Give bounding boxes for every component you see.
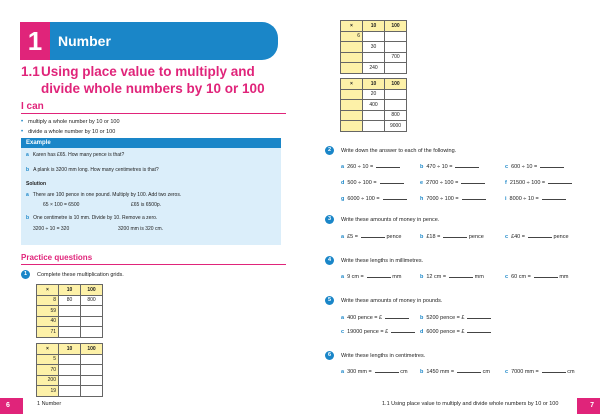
item-expression: 19000 pence = [347,329,384,335]
answer-item [420,367,490,376]
solution-label: Solution [26,181,46,187]
answer-blank[interactable] [542,367,566,373]
grid-header-cell: × [341,21,363,32]
ican-list [21,117,120,137]
item-expression: 60 cm = [511,274,531,280]
grid-row-label[interactable]: 6 [341,31,363,42]
grid-row-label[interactable] [341,110,363,121]
answer-item [505,194,566,203]
item-letter: b [420,234,424,240]
question-text: Complete these multiplication grids. [37,272,124,278]
answer-blank[interactable] [467,327,491,333]
answer-blank[interactable] [540,162,564,168]
section-title [21,63,291,97]
item-letter: i [505,196,507,202]
answer-blank[interactable] [542,194,566,200]
question-number: 3 [325,215,334,224]
item-letter: d [420,329,424,335]
grid-cell[interactable] [59,375,81,386]
multiplication-grid-1 [36,284,103,338]
item-letter: c [505,369,509,375]
grid-cell[interactable] [81,375,103,386]
grid-row-label[interactable] [341,52,363,63]
multiplication-grid-2 [36,343,103,397]
answer-blank[interactable] [457,367,481,373]
grid-header-cell: 10 [59,285,81,296]
item-letter: e [420,180,424,186]
answer-blank[interactable] [467,313,491,319]
practice-divider [21,264,286,265]
example-question-b [26,167,159,174]
answer-item [341,194,407,203]
item-letter: d [341,180,345,186]
practice-heading: Practice questions [21,253,93,262]
item-letter: b [420,369,424,375]
grid-header-cell: 100 [385,79,407,90]
item-letter: a [341,234,345,240]
item-letter: g [341,196,345,202]
grid-cell[interactable] [385,89,407,100]
item-expression: 260 ÷ 10 = [347,164,374,170]
question-number: 4 [325,256,334,265]
grid-row-label[interactable] [341,89,363,100]
footer-chapter-label: 1 Number [37,401,62,407]
grid-row-label: 59 [37,306,59,317]
item-expression: 8000 ÷ 10 = [509,196,539,202]
item-letter: a [341,164,345,170]
item-expression: 400 pence = [347,315,378,321]
answer-item [420,272,484,281]
grid-cell[interactable]: 80 [59,295,81,306]
example-question-a [26,152,124,159]
item-unit: £ [379,315,383,321]
answer-item [420,313,491,322]
solution-b [26,215,157,222]
answer-item [341,232,401,241]
page-number-right: 7 [577,398,600,414]
item-letter: a [341,274,345,280]
multiplication-grid-4 [340,78,407,132]
grid-cell[interactable] [59,316,81,327]
grid-cell[interactable] [59,354,81,365]
grid-cell[interactable]: 20 [363,89,385,100]
answer-item [341,178,404,187]
question-text: Write these amounts of money in pence. [341,217,440,223]
item-expression: £40 = [511,234,525,240]
grid-header-cell: 100 [81,285,103,296]
answer-item [420,194,486,203]
answer-item [420,232,484,241]
answer-blank[interactable] [380,178,404,184]
answer-item [505,367,575,376]
grid-row-label: 71 [37,327,59,338]
item-expression: 600 ÷ 10 = [511,164,538,170]
grid-row-label: 8 [37,295,59,306]
question-text: Write these lengths in centimetres. [341,353,426,359]
answer-blank[interactable] [528,232,552,238]
grid-cell[interactable]: 700 [385,52,407,63]
grid-row-label[interactable] [341,100,363,111]
grid-cell[interactable] [81,386,103,397]
item-unit: pence [386,234,402,240]
grid-cell[interactable] [81,327,103,338]
grid-row-label: 200 [37,375,59,386]
grid-cell[interactable] [363,31,385,42]
answer-blank[interactable] [361,232,385,238]
grid-cell[interactable] [385,31,407,42]
item-letter: a [341,369,345,375]
example-letter: b [26,167,30,173]
grid-cell[interactable]: 30 [363,42,385,53]
answer-blank[interactable] [449,272,473,278]
item-letter: c [505,234,509,240]
question-number: 1 [21,270,30,279]
example-text: There are 100 pence in one pound. Multiply by 100. Add two zeros. [32,192,182,198]
item-unit: cm [400,369,408,375]
example-text: A plank is 3200 mm long. How many centimetres is that? [33,167,159,173]
grid-cell[interactable] [385,100,407,111]
example-letter: a [26,192,29,198]
item-letter: b [420,274,424,280]
answer-blank[interactable] [461,178,485,184]
answer-item [420,162,479,171]
ican-divider [21,113,286,114]
grid-cell[interactable]: 800 [81,295,103,306]
multiplication-grid-3 [340,20,407,74]
chapter-number: 1 [27,26,43,56]
answer-item [420,327,491,336]
answer-blank[interactable] [443,232,467,238]
item-expression: 12 cm = [426,274,447,280]
example-letter: b [26,215,30,221]
answer-item [505,162,564,171]
example-text: One centimetre is 10 mm. Divide by 10. Remove a zero. [33,215,158,221]
grid-cell[interactable] [59,306,81,317]
item-letter: f [505,180,507,186]
grid-header-cell: × [37,285,59,296]
grid-cell[interactable] [59,365,81,376]
question-number: 6 [325,351,334,360]
ican-heading: I can [21,101,44,112]
example-heading: Example [21,138,281,148]
grid-cell[interactable]: 400 [363,100,385,111]
answer-item [341,367,408,376]
grid-header-cell: 100 [81,344,103,355]
item-unit: cm [567,369,575,375]
grid-cell[interactable] [81,354,103,365]
section-title-line1: Using place value to multiply and [41,64,255,79]
answer-blank[interactable] [375,367,399,373]
answer-item [505,178,572,187]
item-expression: 6000 pence = [426,329,460,335]
grid-cell[interactable]: 240 [363,63,385,74]
item-unit: pence [468,234,484,240]
item-expression: 1450 mm = [426,369,455,375]
ican-item: • divide a whole number by 10 or 100 [21,127,120,137]
answer-blank[interactable] [367,272,391,278]
grid-header-cell: 10 [59,344,81,355]
item-letter: b [420,164,424,170]
grid-cell[interactable] [385,63,407,74]
chapter-title: Number [58,33,111,49]
page-number-left: 6 [0,398,23,414]
section-number: 1.1 [21,64,40,79]
item-expression: 470 ÷ 10 = [426,164,453,170]
solution-b-work1: 3200 ÷ 10 = 320 [33,226,70,232]
answer-item [341,272,401,281]
chapter-banner [20,22,278,60]
grid-cell[interactable] [81,365,103,376]
grid-row-label: 19 [37,386,59,397]
grid-header-cell: × [37,344,59,355]
solution-b-work2: 3200 mm is 320 cm. [118,226,164,232]
grid-row-label: 40 [37,316,59,327]
grid-cell[interactable] [59,386,81,397]
answer-blank[interactable] [462,194,486,200]
grid-row-label[interactable] [341,42,363,53]
item-expression: £5 = [347,234,358,240]
grid-cell[interactable] [59,327,81,338]
section-title-line2: divide whole numbers by 10 or 100 [41,81,265,96]
grid-cell[interactable] [81,316,103,327]
question-text: Write down the answer to each of the following. [341,148,457,154]
item-expression: 7000 ÷ 100 = [426,196,459,202]
item-letter: c [505,164,509,170]
grid-row-label[interactable] [341,121,363,132]
answer-blank[interactable] [391,327,415,333]
item-unit: £ [461,329,465,335]
answer-blank[interactable] [534,272,558,278]
grid-cell[interactable]: 9000 [385,121,407,132]
grid-cell[interactable]: 800 [385,110,407,121]
grid-cell[interactable] [363,52,385,63]
item-expression: 2700 ÷ 100 = [426,180,459,186]
item-unit: mm [392,274,402,280]
answer-blank[interactable] [376,162,400,168]
grid-cell[interactable] [385,42,407,53]
item-expression: 300 mm = [347,369,372,375]
example-text: Karen has £65. How many pence is that? [32,152,125,158]
item-unit: mm [559,274,569,280]
item-unit: pence [553,234,569,240]
grid-cell[interactable] [81,306,103,317]
item-letter: a [341,315,345,321]
answer-blank[interactable] [385,313,409,319]
item-letter: b [420,315,424,321]
item-expression: 7000 mm = [511,369,539,375]
grid-cell[interactable] [363,121,385,132]
answer-item [341,327,415,336]
grid-row-label: 70 [37,365,59,376]
question-text: Write these amounts of money in pounds. [341,298,443,304]
solution-a-work1: 65 × 100 = 6500 [43,202,80,208]
answer-item [420,178,485,187]
item-unit: cm [482,369,490,375]
example-letter: a [26,152,29,158]
answer-item [505,232,569,241]
item-unit: £ [461,315,465,321]
answer-item [341,313,409,322]
grid-header-cell: × [341,79,363,90]
footer-section-label: 1.1 Using place value to multiply and divide whole numbers by 10 or 100 [382,401,559,407]
solution-a [26,192,181,199]
question-text: Write these lengths in millimetres. [341,258,424,264]
answer-item [505,272,568,281]
item-expression: 21500 ÷ 100 = [509,180,546,186]
answer-blank[interactable] [383,194,407,200]
item-expression: 5200 pence = [426,315,460,321]
item-expression: 6000 ÷ 100 = [347,196,380,202]
question-number: 2 [325,146,334,155]
grid-header-cell: 100 [385,21,407,32]
item-unit: mm [474,274,484,280]
answer-blank[interactable] [548,178,572,184]
item-letter: h [420,196,424,202]
solution-a-work2: £65 is 6500p. [131,202,162,208]
grid-cell[interactable] [363,110,385,121]
question-number: 5 [325,296,334,305]
item-letter: c [505,274,509,280]
item-expression: £18 = [426,234,441,240]
grid-row-label[interactable] [341,63,363,74]
item-letter: c [341,329,345,335]
grid-header-cell: 10 [363,21,385,32]
grid-row-label: 5 [37,354,59,365]
item-expression: 500 ÷ 100 = [347,180,377,186]
grid-header-cell: 10 [363,79,385,90]
item-unit: £ [385,329,389,335]
ican-item: • multiply a whole number by 10 or 100 [21,117,120,127]
answer-blank[interactable] [455,162,479,168]
example-box [21,138,281,245]
item-expression: 9 cm = [347,274,364,280]
answer-item [341,162,400,171]
